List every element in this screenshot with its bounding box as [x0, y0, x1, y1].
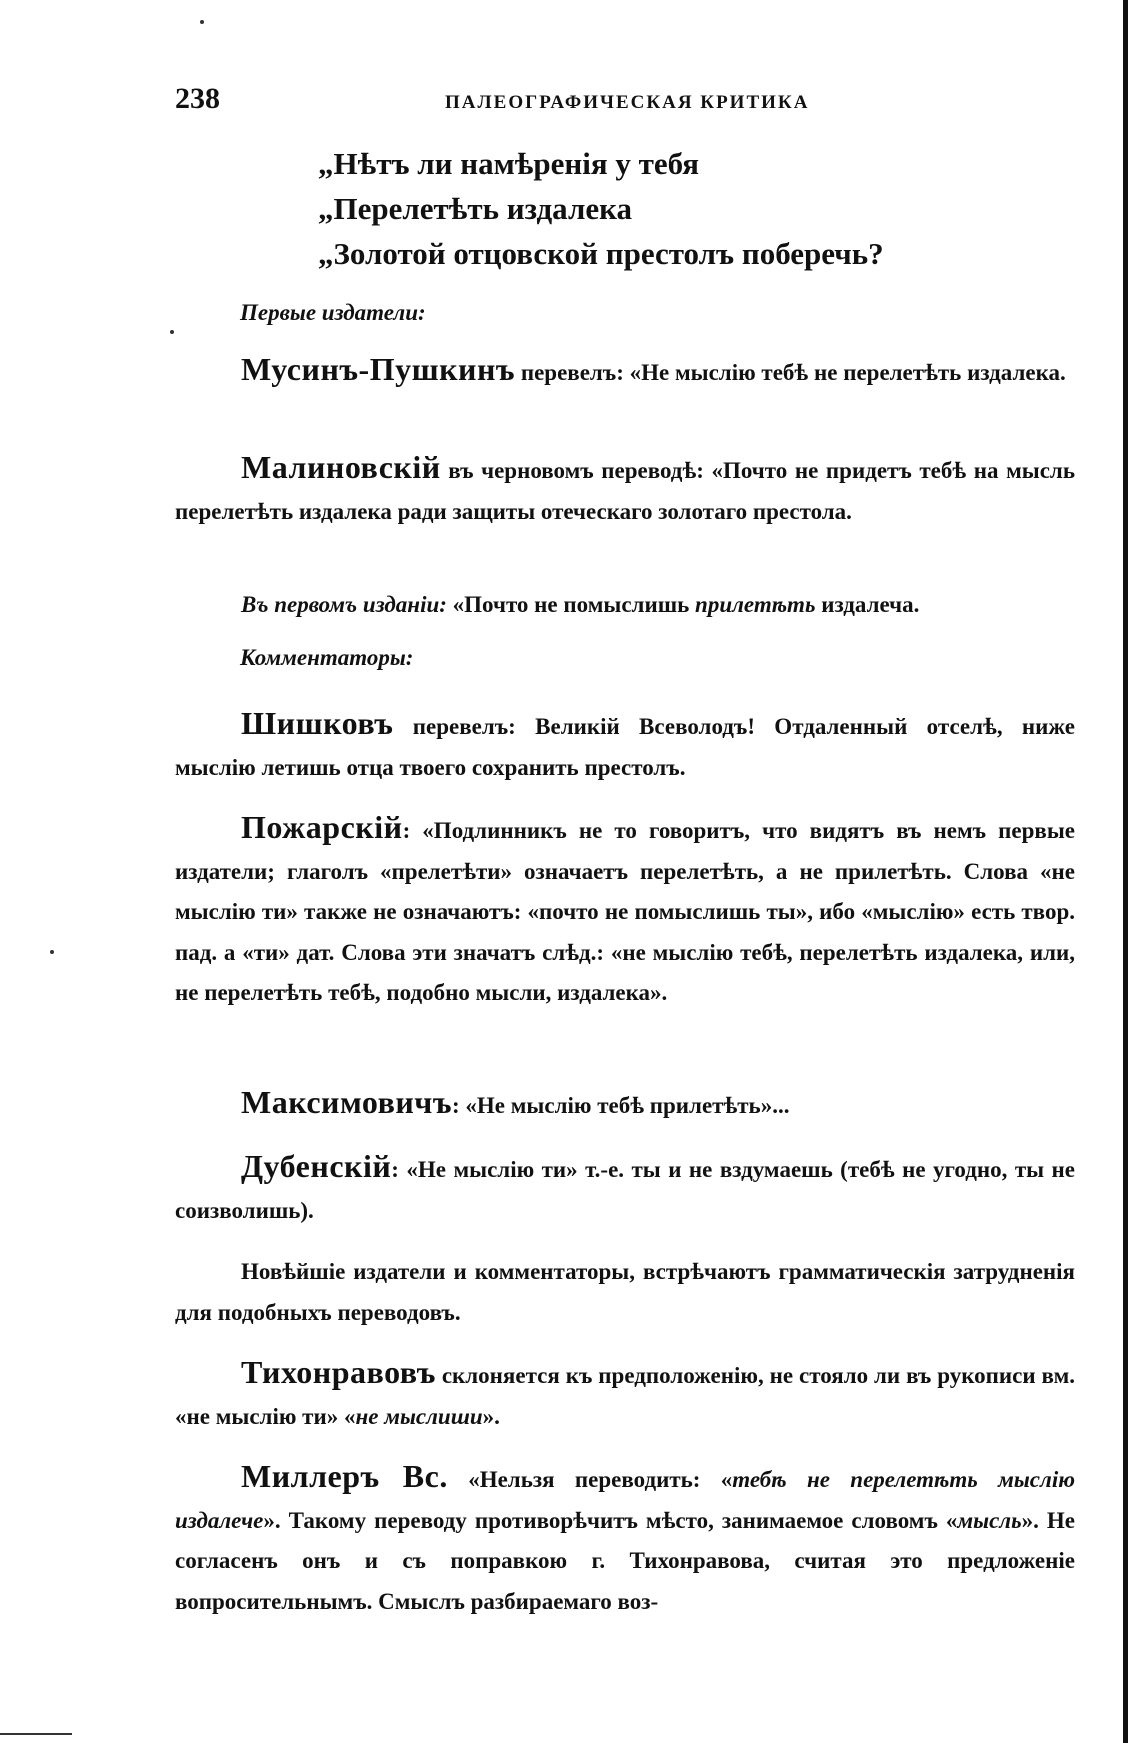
paragraph-text: ». Такому переводу противорѣчитъ мѣсто, занимаемое словомъ « [263, 1507, 958, 1533]
paragraph-text: перевелъ: Великій Всеволодъ! Отдаленный отселѣ, ниже мыслію летишь отца твоего сохранить престолъ. [175, 714, 1075, 780]
author-name: Дубенскій [241, 1148, 392, 1184]
italic-word: прилетѣть [695, 592, 816, 617]
paragraph-text: : «Подлинникъ не то говоритъ, что видятъ въ немъ первые издатели; глаголъ «прелетѣти» означаетъ перелетѣть, а не прилетѣть. Слова «не мыслію ти» также не означаютъ: «почто не помыслишь ты», ибо «мыслію» есть твор. пад. а «ти» дат. Слова эти значатъ слѣд.: «не мыслію тебѣ, перелетѣть издалека, или, не перелетѣть тебѣ, подобно мысли, издалека». [175, 818, 1075, 1005]
paragraph-text: Новѣйшіе издатели и комментаторы, встрѣчаютъ грамматическія затрудненія для подобныхъ переводовъ. [175, 1259, 1075, 1325]
author-name: Тихонравовъ [241, 1354, 436, 1390]
paragraph-text: въ черновомъ переводѣ: «Почто не придетъ тебѣ на мысль перелетѣть издалека ради защиты отеческаго золотаго престола. [175, 458, 1075, 524]
verse-line-1: „Нѣтъ ли намѣренія у тебя [318, 146, 700, 181]
paragraph-text: склоняется къ предположенію, не стояло ли въ рукописи вм. «не мыслію ти» « [175, 1363, 1075, 1429]
paragraph-text: «Нельзя переводить: « [447, 1467, 733, 1492]
speck [170, 330, 174, 334]
author-name: Шишковъ [241, 705, 394, 741]
paragraph-text: перевелъ: «Не мыслію тебѣ не перелетѣть издалека. [515, 360, 1066, 385]
page-number: 238 [175, 82, 220, 115]
paragraph-maksimovich [175, 1082, 1075, 1127]
paragraph-malinovsky [175, 447, 1075, 532]
paragraph-tikhonravov [175, 1352, 1075, 1437]
paragraph-newest-editors [175, 1252, 1075, 1333]
speck [50, 950, 54, 954]
author-name: Мусинъ-Пушкинъ [241, 351, 516, 387]
italic-phrase: тебѣ не перелетѣть мыслію издалече [175, 1467, 1075, 1533]
page-edge-line [1123, 0, 1128, 1743]
paragraph-text: издалеча. [815, 592, 920, 617]
author-name: Пожарскій [241, 809, 403, 845]
paragraph-text: : «Не мыслію тебѣ прилетѣть»... [451, 1093, 790, 1118]
verse-line-2: „Перелетѣть издалека [318, 191, 632, 226]
label-commentators: Комментаторы: [240, 645, 414, 670]
verse-line-3: „Золотой отцовской престолъ поберечь? [318, 236, 884, 271]
paragraph-shishkov [175, 703, 1075, 788]
author-name: Максимовичъ [241, 1084, 452, 1120]
author-name: Миллеръ Вс. [241, 1458, 448, 1494]
paragraph-musin-pushkin [175, 349, 1075, 394]
page-header [175, 82, 1075, 122]
italic-word: мысль [957, 1507, 1022, 1533]
paragraph-text: ». Не согласенъ онъ и съ поправкою г. Тихонравова, считая это предложеніе вопросительнымъ. Смыслъ разбираемаго воз- [175, 1507, 1075, 1614]
bottom-edge-line [0, 1733, 72, 1735]
italic-word: не мыслиши [355, 1403, 483, 1429]
running-title: ПАЛЕОГРАФИЧЕСКАЯ КРИТИКА [445, 92, 810, 113]
paragraph-text: ». [482, 1403, 500, 1429]
paragraph-text: : «Не мыслію ти» т.-е. ты и не вздумаешь (тебѣ не угодно, ты не соизволишь). [175, 1157, 1075, 1223]
edition-label: Въ первомъ изданіи: [241, 592, 447, 617]
paragraph-miller [175, 1456, 1075, 1622]
author-name: Малиновскій [241, 449, 441, 485]
paragraph-text: «Почто не помыслишь [446, 592, 696, 617]
speck [200, 20, 204, 24]
paragraph-dubensky [175, 1146, 1075, 1231]
paragraph-first-edition [175, 585, 1075, 626]
paragraph-pozharsky [175, 807, 1075, 1014]
label-first-editors: Первые издатели: [240, 300, 426, 325]
